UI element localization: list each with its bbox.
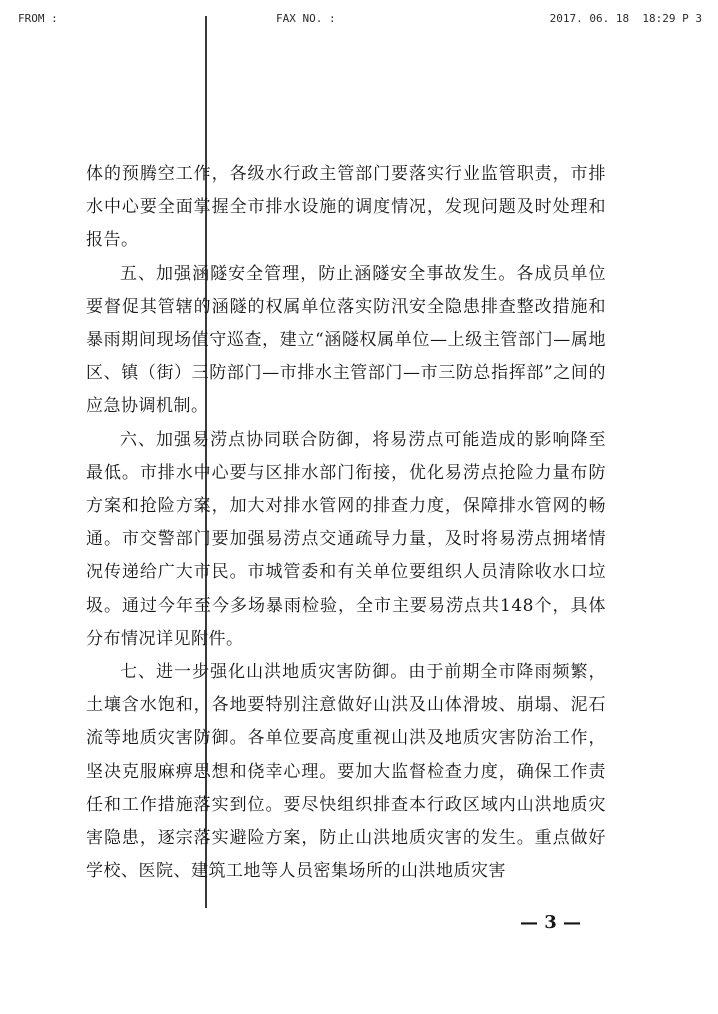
fax-timestamp: 2017. 06. 18 18:29 P 3	[549, 12, 702, 25]
page-number: — 3 —	[520, 912, 582, 933]
paragraph-section-six: 六、加强易涝点协同联合防御，将易涝点可能造成的影响降至最低。市排水中心要与区排水部门衔接，优化易涝点抢险力量布防方案和抢险方案，加大对排水管网的排查力度，保障排水管网的畅通。市交警部门要加强易涝点交通疏导力量，及时将易涝点拥堵情况传递给广大市民。市城管委和有关单位要组织人员清除收水口垃圾。通过今年至今多场暴雨检验，全市主要易涝点共148个，具体分布情况详见附件。	[86, 429, 606, 649]
fax-from-label: FROM :	[18, 12, 58, 25]
fax-number-label: FAX NO. :	[276, 12, 336, 25]
paragraph-section-five: 五、加强涵隧安全管理，防止涵隧安全事故发生。各成员单位要督促其管辖的涵隧的权属单位落实防汛安全隐患排查整改措施和暴雨期间现场值守巡查，建立“涵隧权属单位—上级主管部门—属地区、镇（街）三防部门—市排水主管部门—市三防总指挥部”之间的应急协调机制。	[86, 263, 606, 417]
document-body	[86, 158, 606, 888]
paragraph-continuation: 体的预腾空工作，各级水行政主管部门要落实行业监管职责，市排水中心要全面掌握全市排水设施的调度情况，发现问题及时处理和报告。	[86, 164, 606, 251]
paragraph-section-seven: 七、进一步强化山洪地质灾害防御。由于前期全市降雨频繁，土壤含水饱和，各地要特别注意做好山洪及山体滑坡、崩塌、泥石流等地质灾害防御。各单位要高度重视山洪及地质灾害防治工作，坚决克服麻痹思想和侥幸心理。要加大监督检查力度，确保工作责任和工作措施落实到位。要尽快组织排查本行政区域内山洪地质灾害隐患，逐宗落实避险方案，防止山洪地质灾害的发生。重点做好学校、医院、建筑工地等人员密集场所的山洪地质灾害	[86, 662, 606, 882]
fax-header	[0, 12, 718, 32]
